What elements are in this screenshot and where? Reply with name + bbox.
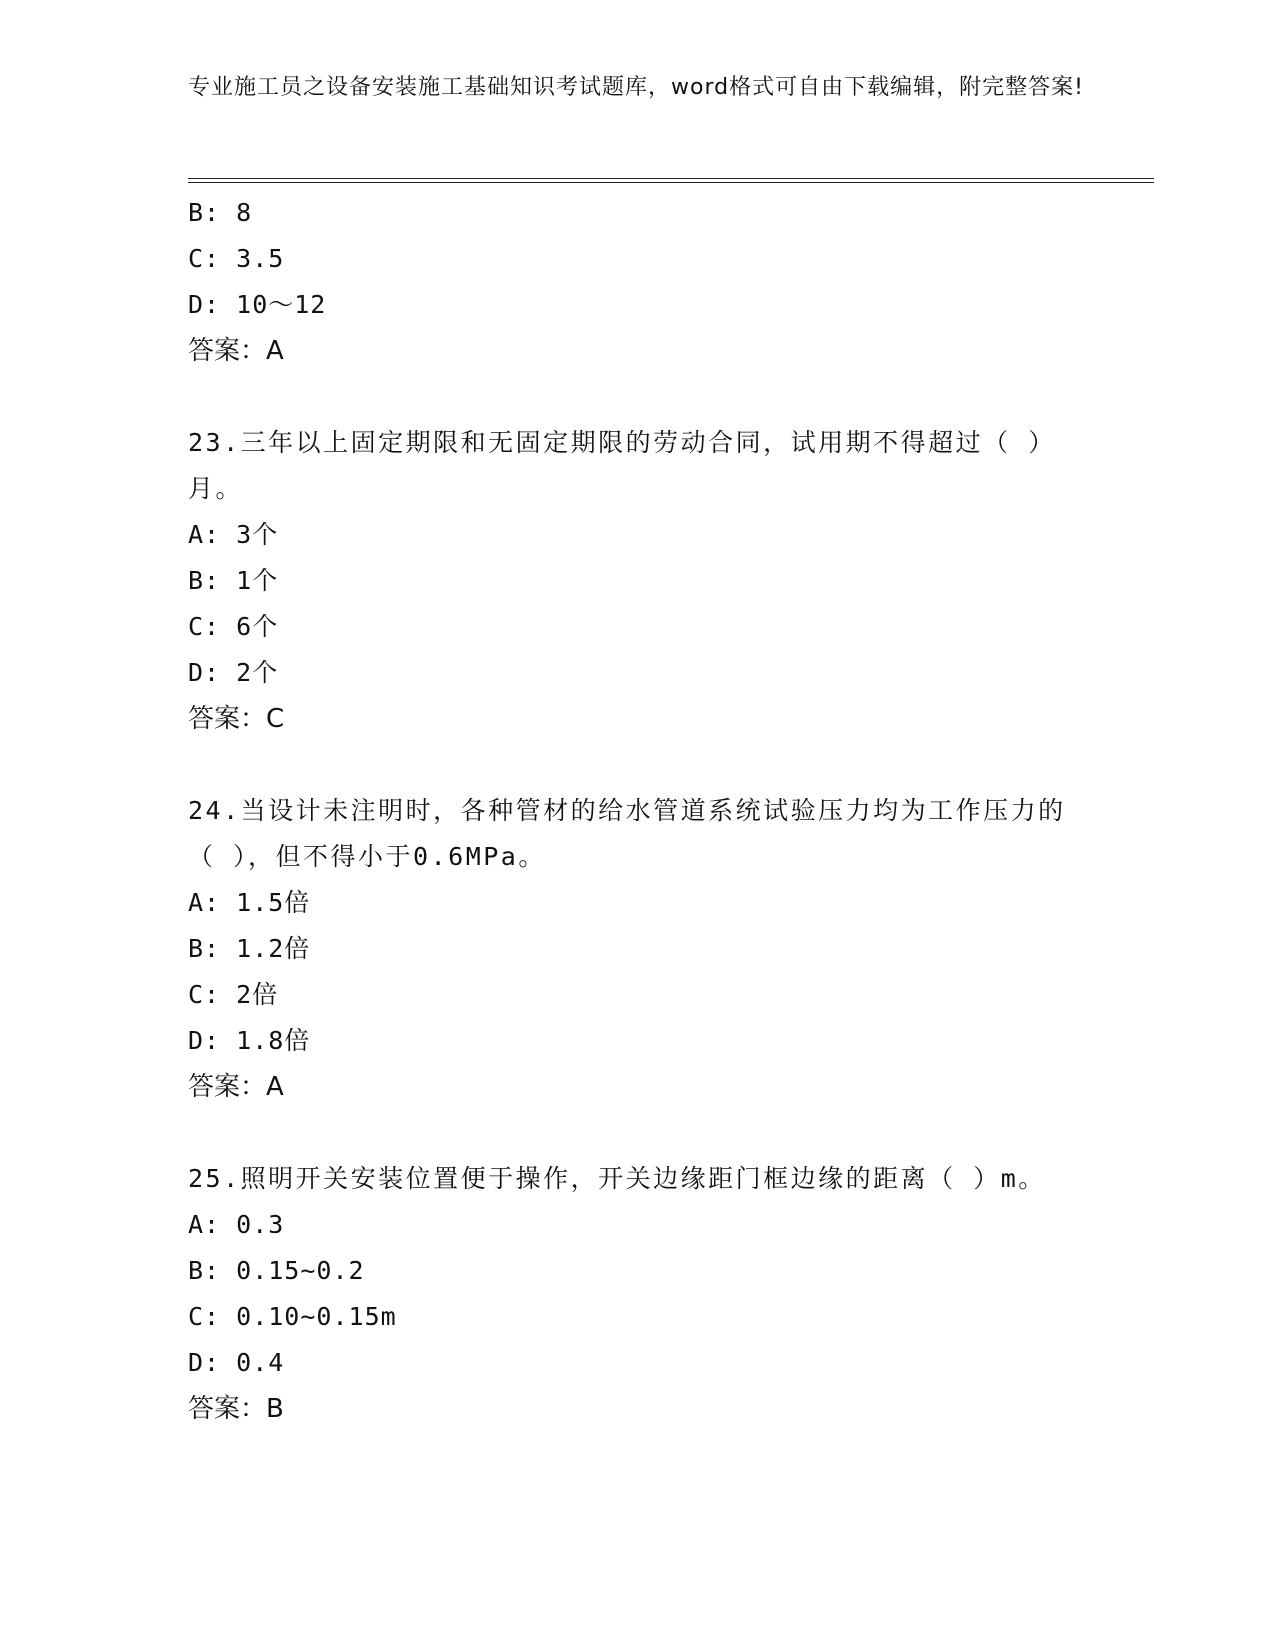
question-list [188, 190, 1148, 1432]
question-24 [188, 788, 1148, 1110]
option-a: A: 0.3 [188, 1210, 285, 1239]
header-rule-top [188, 178, 1154, 179]
option-c: C: 2倍 [188, 980, 279, 1009]
option-d: D: 10～12 [188, 290, 327, 319]
question-gap [188, 374, 1148, 420]
option-b: B: 1个 [188, 566, 279, 595]
option-b: B: 1.2倍 [188, 934, 311, 963]
option-c: C: 3.5 [188, 244, 285, 273]
option-d: D: 2个 [188, 658, 279, 687]
question-gap [188, 1110, 1148, 1156]
option-d: D: 0.4 [188, 1348, 285, 1377]
option-b: B: 8 [188, 198, 253, 227]
question-22-continued [188, 190, 1148, 374]
document-header: 专业施工员之设备安装施工基础知识考试题库，word格式可自由下载编辑，附完整答案! [188, 75, 1084, 100]
answer-text: 答案：C [188, 704, 285, 734]
option-a: A: 1.5倍 [188, 888, 311, 917]
answer-text: 答案：A [188, 1072, 284, 1102]
header-rule-bottom [188, 182, 1154, 183]
answer-text: 答案：A [188, 336, 284, 366]
option-d: D: 1.8倍 [188, 1026, 311, 1055]
answer-text: 答案：B [188, 1394, 284, 1424]
question-stem: 23.三年以上固定期限和无固定期限的劳动合同，试用期不得超过（ ）月。 [188, 428, 1056, 503]
option-b: B: 0.15~0.2 [188, 1256, 365, 1285]
question-23 [188, 420, 1148, 742]
question-stem: 24.当设计未注明时，各种管材的给水管道系统试验压力均为工作压力的（ ），但不得小于0.6MPa。 [188, 796, 1066, 871]
question-stem: 25.照明开关安装位置便于操作，开关边缘距门框边缘的距离（ ）m。 [188, 1164, 1046, 1193]
option-c: C: 0.10~0.15m [188, 1302, 397, 1331]
question-25 [188, 1156, 1148, 1432]
option-c: C: 6个 [188, 612, 279, 641]
question-gap [188, 742, 1148, 788]
option-a: A: 3个 [188, 520, 279, 549]
